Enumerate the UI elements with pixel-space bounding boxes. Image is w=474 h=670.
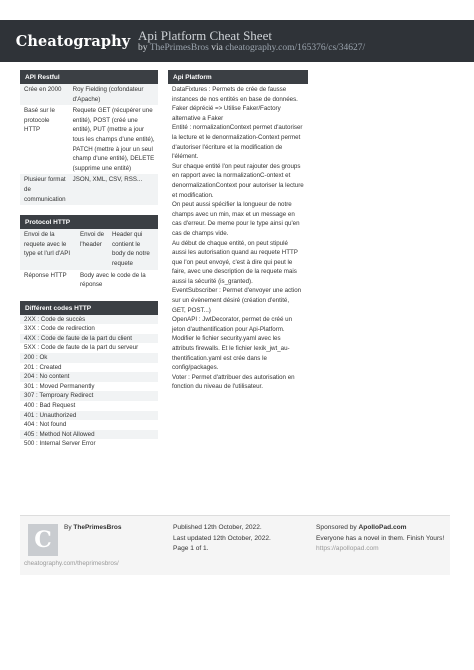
table-row: [20, 270, 158, 291]
section-protocol-http: [20, 215, 158, 291]
table-cell: Réponse HTTP: [20, 270, 76, 291]
list-item: 401 : Unauthorized: [20, 411, 158, 421]
api-restful-table: [20, 84, 158, 205]
footer-by-label: By: [64, 524, 74, 531]
footer-publication-info: [173, 523, 271, 555]
section-api-restful: [20, 70, 158, 205]
table-cell: Body avec le code de la réponse: [76, 270, 158, 291]
logo-text: Cheatography: [15, 32, 131, 50]
author-link[interactable]: ThePrimesBros: [149, 43, 209, 53]
sponsor-url[interactable]: https://apollopad.com: [316, 545, 379, 552]
list-item: 400 : Bad Request: [20, 401, 158, 411]
paragraph: EventSubscriber : Permet d'envoyer une action sur un évènement désiré (création d'entité, GET, POST...): [172, 287, 302, 314]
list-item: 2XX : Code de succès: [20, 315, 158, 325]
list-item: 404 : Not found: [20, 420, 158, 430]
byline-via: via: [208, 43, 226, 53]
footer-author-link[interactable]: ThePrimesBros: [73, 524, 122, 531]
sheet-url-link[interactable]: cheatography.com/165376/cs/34627/: [225, 43, 366, 53]
section-title: Protocol HTTP: [20, 215, 158, 229]
list-item: 5XX : Code de faute de la part du serveur: [20, 343, 158, 353]
page-title: Api Platform Cheat Sheet: [138, 28, 272, 43]
cheatography-logo[interactable]: [15, 22, 131, 60]
sponsor-link[interactable]: ApolloPad.com: [358, 524, 407, 531]
api-platform-text: [168, 84, 308, 392]
table-cell-value: JSON, XML, CSV, RSS...: [69, 174, 158, 205]
section-title: API Restful: [20, 70, 158, 84]
table-cell-value: Requete GET (récupérer une entité), POST (créé une entité), PUT (mettre a jour tous les champs d'une entité), PATCH (mettre à jour un seul champ d'une entité), DELETE (supprime une entité): [69, 105, 158, 174]
sponsor-text: Everyone has a novel in them. Finish Yours!: [316, 534, 445, 542]
section-title: Différent codes HTTP: [20, 301, 158, 315]
codes-list: [20, 315, 158, 449]
table-row: [20, 174, 158, 205]
page-header: [0, 0, 474, 66]
list-item: 307 : Temproary Redirect: [20, 391, 158, 401]
left-column: [20, 70, 158, 459]
paragraph: Au début de chaque entité, on peut stipulé aussi les autorisation quand au requete HTTP que l'on peut envoyé, c'est à dire qui peut le faire, avec une description de la requete mais aussi la sécurité (is_granted).: [172, 239, 298, 285]
list-item: 500 : Internal Server Error: [20, 439, 158, 449]
paragraph: Faker déprécié => Utilise Faker/Factory alternative a Faker: [172, 105, 281, 122]
footer-sponsor: [316, 523, 446, 555]
list-item: 200 : Ok: [20, 353, 158, 363]
table-cell: Header qui contient le body de notre requete: [108, 229, 158, 269]
paragraph: On peut aussi spécifier la longueur de notre champs avec un min, max et un message en cas d'erreur. De meme pour le type ainsi qu'en cas de champs vide.: [172, 201, 300, 237]
paragraph: Entité : normalizationContext permet d'autoriser la lecture et le denormalization-Context permet d'autoriser l'écriture et la modification de l'élément.: [172, 124, 303, 161]
paragraph: Voter : Permet d'attribuer des autorisation en fonction du niveau de l'utilisateur.: [172, 373, 295, 391]
list-item: 3XX : Code de redirection: [20, 324, 158, 334]
list-item: 301 : Moved Permanently: [20, 382, 158, 392]
table-cell-key: Plusieur format de communication: [20, 174, 69, 205]
table-row: [20, 229, 158, 269]
table-row: [20, 84, 158, 105]
protocol-http-table: [20, 229, 158, 291]
header-byline: [138, 43, 365, 53]
table-row: [20, 105, 158, 174]
list-item: 204 : No content: [20, 372, 158, 382]
table-cell: Envoi de l'header: [76, 229, 108, 269]
paragraph: Sur chaque entité l'on peut rajouter des groups en rapport avec la normalizationC-ontext et denormalizationContext pour autoriser la lecture et modification.: [172, 162, 304, 199]
list-item: 201 : Created: [20, 363, 158, 373]
byline-prefix: by: [138, 43, 150, 53]
sponsor-prefix: Sponsored by: [316, 524, 359, 531]
paragraph: OpenAPI : JwtDecorator, permet de créé un jeton d'authentification pour Api-Platform. Modifier le fichier security.yaml avec les attributs firewalls. Et le fichier lexik_jwt_au-thentification.yaml est crée dans le config/packages.: [172, 316, 293, 372]
section-title: Api Platform: [168, 70, 308, 84]
section-api-platform: [168, 70, 308, 392]
list-item: 4XX : Code de faute de la part du client: [20, 334, 158, 344]
footer-author-url[interactable]: cheatography.com/theprimesbros/: [24, 560, 119, 567]
table-cell-key: Crée en 2000: [20, 84, 69, 105]
updated-date: Last updated 12th October, 2022.: [173, 534, 271, 542]
list-item: 405 : Method Not Allowed: [20, 430, 158, 440]
page-footer: [20, 515, 450, 575]
footer-byline: [64, 524, 121, 531]
published-date: Published 12th October, 2022.: [173, 524, 262, 531]
table-cell-key: Basé sur le protocole HTTP: [20, 105, 69, 174]
table-cell-value: Roy Fielding (cofondateur d'Apache): [69, 84, 158, 105]
cheatography-c-icon: C: [28, 524, 58, 556]
page-count: Page 1 of 1.: [173, 545, 209, 552]
table-cell: Envoi de la requete avec le type et l'url d'API: [20, 229, 76, 269]
section-codes-http: [20, 301, 158, 449]
paragraph: DataFixtures : Permets de crée de fausse instances de nos entités en base de données.: [172, 86, 298, 103]
right-column: [168, 70, 308, 402]
